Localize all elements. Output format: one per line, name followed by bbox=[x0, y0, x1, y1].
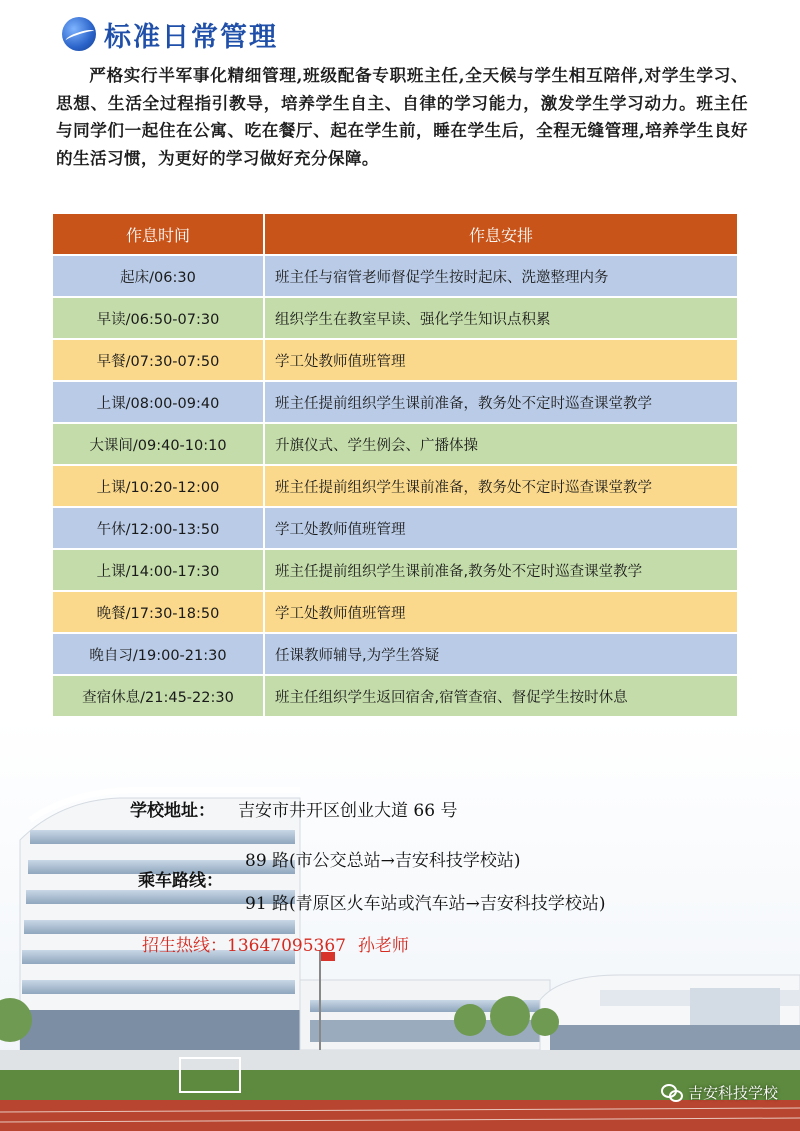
row-task: 学工处教师值班管理 bbox=[265, 340, 737, 380]
wechat-icon bbox=[661, 1084, 683, 1102]
table-row bbox=[53, 466, 737, 506]
row-task: 班主任提前组织学生课前准备，教务处不定时巡查课堂教学 bbox=[265, 466, 737, 506]
bus-route-91: 91 路(青原区火车站或汽车站→吉安科技学校站) bbox=[245, 894, 606, 914]
table-row bbox=[53, 592, 737, 632]
row-time: 起床/06:30 bbox=[53, 256, 263, 296]
right-building bbox=[540, 975, 800, 1060]
hotline-number: 13647095367 bbox=[227, 936, 346, 956]
row-time: 早餐/07:30-07:50 bbox=[53, 340, 263, 380]
row-time: 晚自习/19:00-21:30 bbox=[53, 634, 263, 674]
row-time: 大课间/09:40-10:10 bbox=[53, 424, 263, 464]
row-task: 学工处教师值班管理 bbox=[265, 592, 737, 632]
row-time: 上课/08:00-09:40 bbox=[53, 382, 263, 422]
section-title: 标准日常管理 bbox=[104, 21, 278, 53]
table-row bbox=[53, 298, 737, 338]
table-row bbox=[53, 424, 737, 464]
hotline-label: 招生热线： bbox=[142, 936, 227, 956]
campus-illustration bbox=[0, 720, 800, 1131]
table-row bbox=[53, 550, 737, 590]
header-arrangement: 作息安排 bbox=[265, 214, 737, 254]
table-row bbox=[53, 340, 737, 380]
row-task: 班主任组织学生返回宿舍,宿管查宿、督促学生按时休息 bbox=[265, 676, 737, 716]
row-time: 早读/06:50-07:30 bbox=[53, 298, 263, 338]
row-task: 学工处教师值班管理 bbox=[265, 508, 737, 548]
bus-route-89: 89 路(市公交总站→吉安科技学校站) bbox=[245, 851, 521, 871]
globe-logo-icon bbox=[62, 17, 96, 51]
section-header bbox=[62, 12, 278, 56]
table-row bbox=[53, 508, 737, 548]
watermark-text: 吉安科技学校 bbox=[687, 1084, 778, 1102]
row-time: 晚餐/17:30-18:50 bbox=[53, 592, 263, 632]
table-row bbox=[53, 676, 737, 716]
intro-paragraph: 严格实行半军事化精细管理,班级配备专职班主任,全天候与学生相互陪伴,对学生学习、思想、生活全过程指引教导，培养学生自主、自律的学习能力，激发学生学习动力。班主任与同学们一起住在公寓、吃在餐厅、起在学生前，睡在学生后，全程无缝管理,培养学生良好的生活习惯，为更好的学习做好充分保障。 bbox=[56, 65, 748, 168]
row-task: 班主任提前组织学生课前准备,教务处不定时巡查课堂教学 bbox=[265, 550, 737, 590]
wechat-watermark bbox=[661, 1082, 778, 1103]
schedule-table bbox=[51, 212, 739, 718]
row-task: 班主任提前组织学生课前准备，教务处不定时巡查课堂教学 bbox=[265, 382, 737, 422]
row-time: 查宿休息/21:45-22:30 bbox=[53, 676, 263, 716]
row-task: 任课教师辅导,为学生答疑 bbox=[265, 634, 737, 674]
address-label: 学校地址： bbox=[130, 801, 215, 821]
main-building bbox=[20, 790, 300, 1050]
table-row bbox=[53, 634, 737, 674]
table-row bbox=[53, 382, 737, 422]
address-value: 吉安市井开区创业大道 66 号 bbox=[238, 801, 458, 821]
row-time: 午休/12:00-13:50 bbox=[53, 508, 263, 548]
row-task: 升旗仪式、学生例会、广播体操 bbox=[265, 424, 737, 464]
admission-hotline bbox=[142, 931, 409, 956]
header-time: 作息时间 bbox=[53, 214, 263, 254]
row-task: 班主任与宿管老师督促学生按时起床、洗邀整理内务 bbox=[265, 256, 737, 296]
route-label: 乘车路线： bbox=[138, 871, 223, 891]
row-time: 上课/14:00-17:30 bbox=[53, 550, 263, 590]
row-time: 上课/10:20-12:00 bbox=[53, 466, 263, 506]
table-row bbox=[53, 256, 737, 296]
table-header-row bbox=[53, 214, 737, 254]
hotline-contact: 孙老师 bbox=[357, 936, 409, 956]
row-task: 组织学生在教室早读、强化学生知识点积累 bbox=[265, 298, 737, 338]
